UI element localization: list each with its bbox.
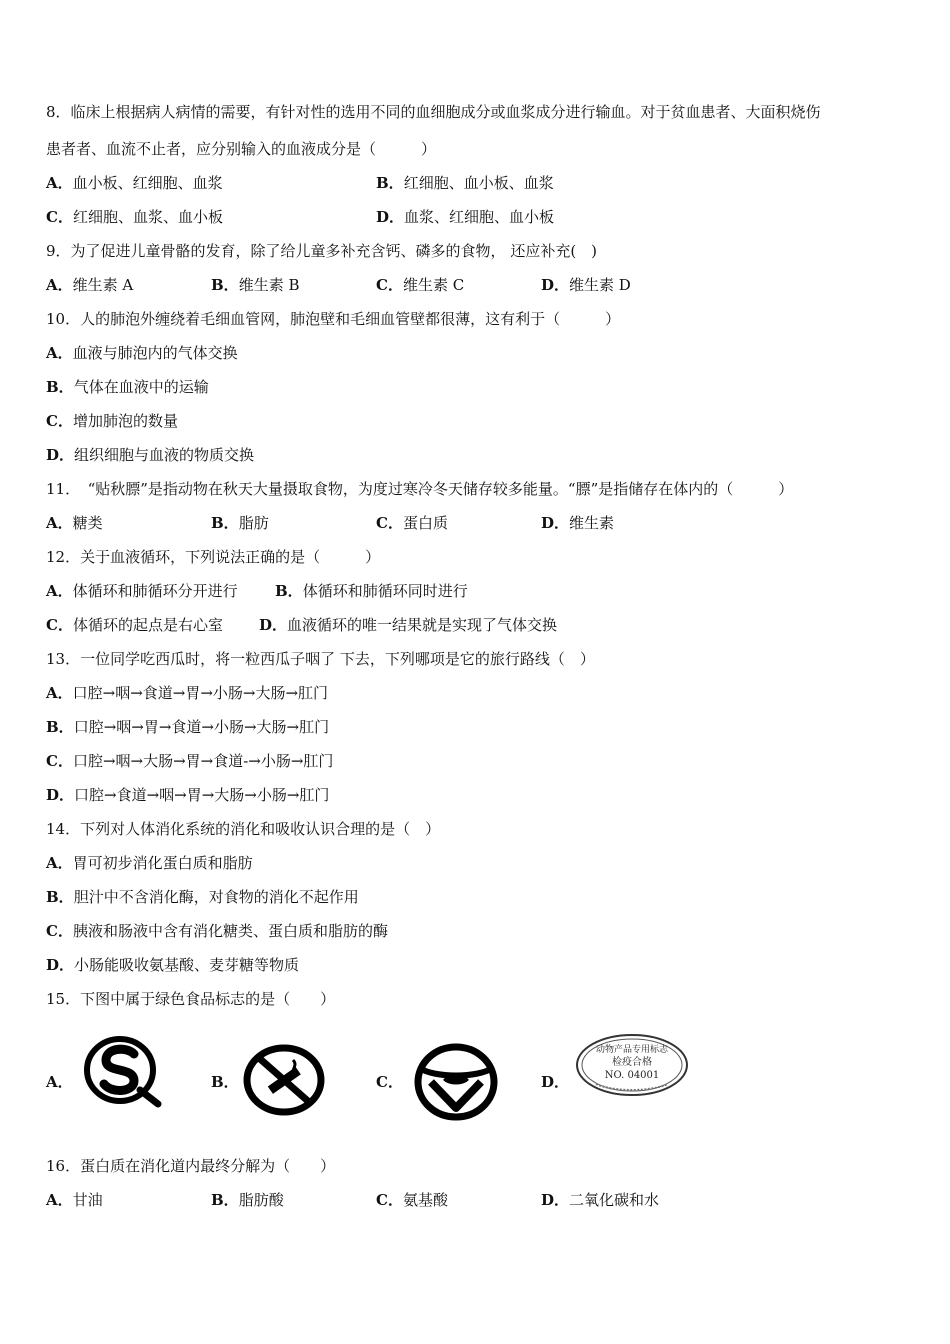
question-12-option-a[interactable] — [46, 581, 238, 601]
question-11-option-b[interactable] — [211, 513, 269, 533]
question-11-option-c[interactable] — [376, 513, 448, 533]
question-15-option-c[interactable] — [376, 1072, 403, 1092]
option-label: A． — [46, 1191, 73, 1209]
question-16-stem: 16．蛋白质在消化道内最终分解为（ ） — [46, 1157, 336, 1175]
question-10-option-b[interactable] — [46, 377, 209, 397]
question-16-option-c[interactable] — [376, 1190, 448, 1210]
question-14-option-c[interactable] — [46, 921, 388, 941]
option-text: 增加肺泡的数量 — [72, 412, 178, 430]
question-11-stem: 11． “贴秋膘”是指动物在秋天大量摄取食物，为度过寒冷冬天储存较多能量。“膘”是指储存在体内的（ ） — [46, 480, 794, 498]
option-label: B． — [211, 1073, 239, 1091]
question-16-option-b[interactable] — [211, 1190, 284, 1210]
option-text: 小肠能吸收氨基酸、麦芽糖等物质 — [74, 956, 300, 974]
question-14-option-b[interactable] — [46, 887, 359, 907]
question-8-option-c[interactable] — [46, 207, 223, 227]
option-text: 红细胞、血小板、血浆 — [403, 174, 554, 192]
question-14-stem: 14．下列对人体消化系统的消化和吸收认识合理的是（ ） — [46, 820, 441, 838]
option-label: B． — [211, 276, 239, 294]
option-label: D． — [46, 956, 75, 974]
question-10-stem: 10．人的肺泡外缠绕着毛细血管网，肺泡壁和毛细血管壁都很薄，这有利于（ ） — [46, 310, 621, 328]
question-16-option-a[interactable] — [46, 1190, 103, 1210]
option-label: C． — [46, 208, 73, 226]
option-label: A． — [46, 854, 73, 872]
option-label: C． — [376, 1191, 403, 1209]
question-9-stem: 9．为了促进儿童骨骼的发育，除了给儿童多补充含钙、磷多的食物， 还应补充( ) — [46, 242, 598, 260]
question-14-option-a[interactable] — [46, 853, 253, 873]
option-label: B． — [46, 378, 74, 396]
option-label: C． — [46, 922, 73, 940]
option-label: D． — [541, 1073, 570, 1091]
option-text: 血小板、红细胞、血浆 — [72, 174, 223, 192]
option-text: 红细胞、血浆、血小板 — [72, 208, 223, 226]
quarantine-seal-icon[interactable] — [574, 1032, 690, 1098]
option-text: 口腔→咽→食道→胃→小肠→大肠→肛门 — [72, 684, 329, 702]
option-text: 胃可初步消化蛋白质和脂肪 — [72, 854, 253, 872]
option-text: 脂肪酸 — [238, 1191, 284, 1209]
question-8-option-a[interactable] — [46, 173, 223, 193]
question-8-stem-line-2: 患者者、血流不止者，应分别输入的血液成分是（ ） — [46, 140, 437, 158]
option-text: 体循环和肺循环分开进行 — [72, 582, 238, 600]
option-text: 胰液和肠液中含有消化糖类、蛋白质和脂肪的酶 — [72, 922, 388, 940]
option-label: D． — [46, 446, 75, 464]
option-label: C． — [46, 412, 73, 430]
seal-subtitle-text: 检疫合格 — [612, 1057, 652, 1068]
option-label: B． — [46, 888, 74, 906]
question-15-stem: 15．下图中属于绿色食品标志的是（ ） — [46, 990, 336, 1008]
option-label: B． — [275, 582, 303, 600]
question-13-option-d[interactable] — [46, 785, 329, 805]
option-text: 口腔→咽→大肠→胃→食道-→小肠→肛门 — [72, 752, 334, 770]
no-smoking-icon[interactable] — [243, 1044, 325, 1116]
option-text: 甘油 — [72, 1191, 103, 1209]
question-9-option-b[interactable] — [211, 275, 299, 295]
option-text: 维生素 A — [72, 276, 134, 294]
option-label: A． — [46, 582, 73, 600]
question-13-option-b[interactable] — [46, 717, 329, 737]
option-label: A． — [46, 514, 73, 532]
question-9-option-c[interactable] — [376, 275, 464, 295]
option-text: 二氧化碳和水 — [569, 1191, 660, 1209]
option-label: D． — [541, 276, 570, 294]
option-label: A． — [46, 276, 73, 294]
question-16-option-d[interactable] — [541, 1190, 659, 1210]
question-13-option-c[interactable] — [46, 751, 333, 771]
option-label: A． — [46, 174, 73, 192]
option-text: 口腔→咽→胃→食道→小肠→大肠→肛门 — [73, 718, 330, 736]
option-text: 组织细胞与血液的物质交换 — [74, 446, 255, 464]
option-text: 氨基酸 — [402, 1191, 448, 1209]
question-12-option-b[interactable] — [275, 581, 468, 601]
option-label: C． — [46, 616, 73, 634]
option-label: A． — [46, 1073, 73, 1091]
question-13-option-a[interactable] — [46, 683, 328, 703]
option-text: 血液循环的唯一结果就是实现了气体交换 — [287, 616, 558, 634]
question-12-stem: 12．关于血液循环，下列说法正确的是（ ） — [46, 548, 381, 566]
option-text: 维生素 C — [402, 276, 465, 294]
option-label: B． — [211, 1191, 239, 1209]
option-label: D． — [376, 208, 405, 226]
option-text: 血浆、红细胞、血小板 — [404, 208, 555, 226]
option-text: 血液与肺泡内的气体交换 — [72, 344, 238, 362]
option-label: B． — [46, 718, 74, 736]
question-9-option-d[interactable] — [541, 275, 631, 295]
option-text: 维生素 D — [569, 276, 631, 294]
seal-number-text: NO. 04001 — [604, 1070, 660, 1081]
option-text: 维生素 — [569, 514, 615, 532]
question-15-option-b[interactable] — [211, 1072, 239, 1092]
question-10-option-d[interactable] — [46, 445, 254, 465]
question-10-option-c[interactable] — [46, 411, 178, 431]
question-12-option-d[interactable] — [259, 615, 557, 635]
option-text: 蛋白质 — [402, 514, 448, 532]
option-label: A． — [46, 344, 73, 362]
question-9-option-a[interactable] — [46, 275, 133, 295]
question-13-stem: 13．一位同学吃西瓜时，将一粒西瓜子咽了 下去，下列哪项是它的旅行路线（ ） — [46, 650, 595, 668]
option-label: D． — [541, 1191, 570, 1209]
option-label: B． — [376, 174, 404, 192]
option-label: D． — [46, 786, 75, 804]
option-text: 体循环和肺循环同时进行 — [302, 582, 468, 600]
option-label: D． — [541, 514, 570, 532]
option-text: 体循环的起点是右心室 — [72, 616, 223, 634]
option-label: D． — [259, 616, 288, 634]
question-12-option-c[interactable] — [46, 615, 223, 635]
question-14-option-d[interactable] — [46, 955, 299, 975]
question-11-option-a[interactable] — [46, 513, 103, 533]
seal-title-text: 动物产品专用标志 — [595, 1045, 669, 1055]
option-label: C． — [46, 752, 73, 770]
option-label: C． — [376, 1073, 403, 1091]
question-8-option-b[interactable] — [376, 173, 554, 193]
question-15-option-d[interactable] — [541, 1072, 569, 1092]
question-10-option-a[interactable] — [46, 343, 238, 363]
option-label: B． — [211, 514, 239, 532]
option-label: C． — [376, 514, 403, 532]
option-text: 气体在血液中的运输 — [73, 378, 209, 396]
option-label: C． — [376, 276, 403, 294]
qs-logo-icon[interactable] — [82, 1034, 162, 1108]
option-text: 脂肪 — [238, 514, 269, 532]
question-11-option-d[interactable] — [541, 513, 614, 533]
option-text: 胆汁中不含消化酶，对食物的消化不起作用 — [73, 888, 359, 906]
question-15-option-a[interactable] — [46, 1072, 73, 1092]
option-text: 口腔→食道→咽→胃→大肠→小肠→肛门 — [74, 786, 330, 804]
option-text: 糖类 — [72, 514, 103, 532]
option-text: 维生素 B — [238, 276, 300, 294]
option-label: A． — [46, 684, 73, 702]
green-food-logo-icon[interactable] — [413, 1042, 499, 1122]
question-8-option-d[interactable] — [376, 207, 554, 227]
question-8-stem-line-1: 8．临床上根据病人病情的需要，有针对性的选用不同的血细胞成分或血浆成分进行输血。对于贫血患者、大面积烧伤 — [46, 103, 821, 121]
